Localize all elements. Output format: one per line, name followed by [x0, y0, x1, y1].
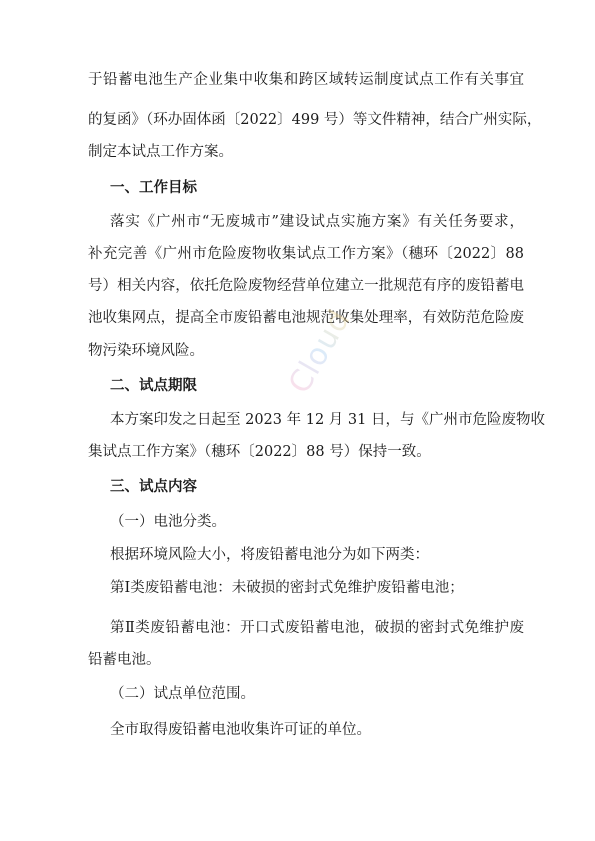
- body-line: 本方案印发之日起至 2023 年 12 月 31 日，与《广州市危险废物收: [110, 412, 545, 428]
- body-line: 于铅蓄电池生产企业集中收集和跨区域转运制度试点工作有关事宜: [88, 72, 524, 88]
- watermark-logo: Cloud: [282, 303, 358, 400]
- body-line: 集试点工作方案》（穗环〔2022〕88 号）保持一致。: [88, 444, 431, 460]
- section-heading-2: 二、试点期限: [110, 378, 197, 394]
- body-line: 号）相关内容，依托危险废物经营单位建立一批规范有序的废铅蓄电: [88, 278, 524, 294]
- body-line: 第Ⅰ类废铅蓄电池：未破损的密封式免维护废铅蓄电池；: [110, 580, 464, 596]
- subsection-heading: （二）试点单位范围。: [110, 686, 255, 702]
- body-line: 铅蓄电池。: [88, 652, 161, 668]
- body-line: 根据环境风险大小，将废铅蓄电池分为如下两类：: [110, 547, 429, 563]
- subsection-heading: （一）电池分类。: [110, 514, 226, 530]
- body-line: 落实《广州市“无废城市”建设试点实施方案》有关任务要求，: [110, 214, 524, 230]
- body-line: 制定本试点工作方案。: [88, 144, 233, 160]
- body-line: 全市取得废铅蓄电池收集许可证的单位。: [110, 722, 371, 738]
- body-line: 补充完善《广州市危险废物收集试点工作方案》（穗环〔2022〕88: [88, 246, 524, 262]
- body-line: 第Ⅱ类废铅蓄电池：开口式废铅蓄电池，破损的密封式免维护废: [110, 620, 524, 636]
- body-line: 池收集网点，提高全市废铅蓄电池规范收集处理率，有效防范危险废: [88, 310, 524, 326]
- section-heading-3: 三、试点内容: [110, 479, 197, 495]
- body-line: 的复函》（环办固体函〔2022〕499 号）等文件精神，结合广州实际，: [88, 112, 542, 128]
- section-heading-1: 一、工作目标: [110, 180, 197, 196]
- body-line: 物污染环境风险。: [88, 343, 204, 359]
